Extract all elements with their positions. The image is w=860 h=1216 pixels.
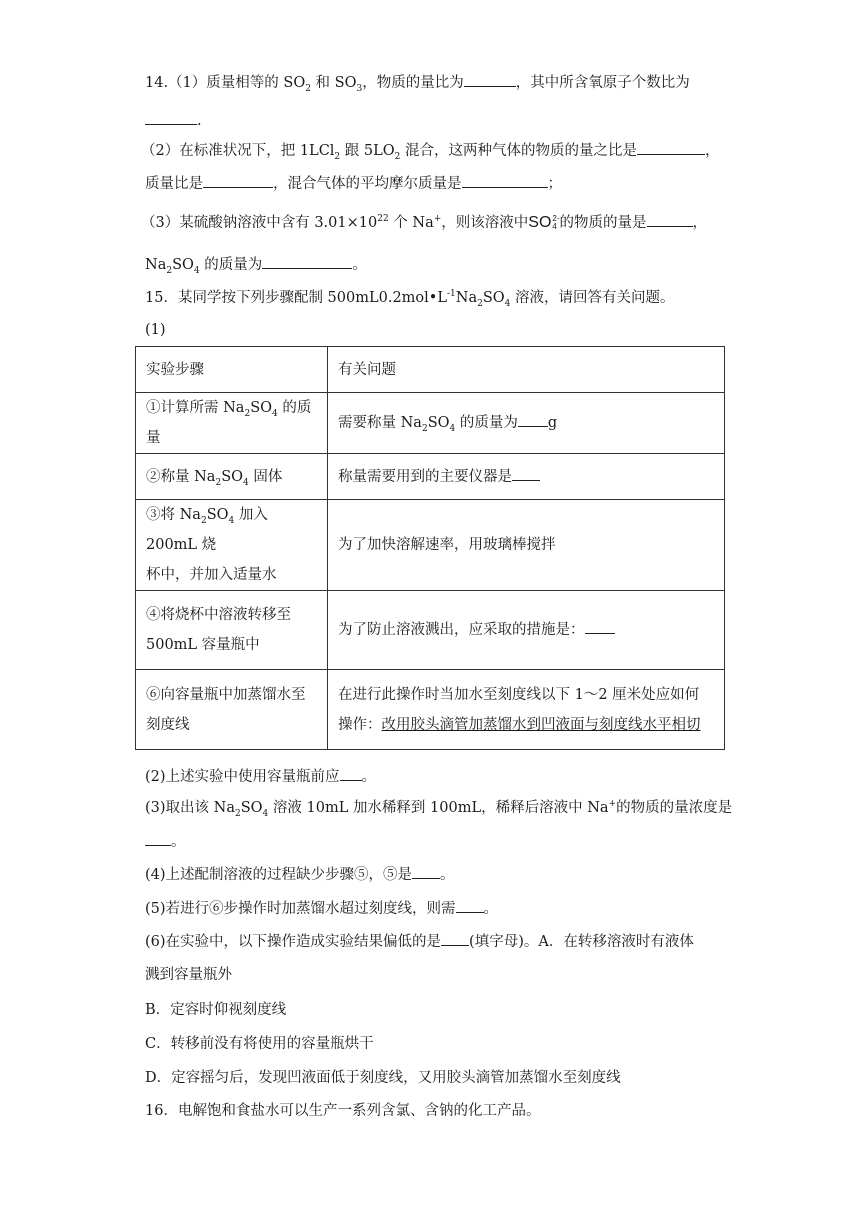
answer-blank[interactable] xyxy=(518,412,548,427)
option-c: C．转移前没有将使用的容量瓶烘干 xyxy=(145,1036,374,1052)
header-steps: 实验步骤 xyxy=(136,347,328,393)
q15-part1-label: (1) xyxy=(145,322,166,338)
q14-part2-line2: 质量比是 ，混合气体的平均摩尔质量是 ； xyxy=(145,173,562,194)
sulfate-ion-formula: SO2- 4 xyxy=(528,213,560,231)
q15-part6-line2: 溅到容量瓶外 xyxy=(145,967,232,983)
q15-part3-line2: 。 xyxy=(145,831,186,852)
q14-part3-line1: （3）某硫酸钠溶液中含有 $3.01\times 10^{22}$ 个 Na+，则该溶液中SO2- 4 的物质的量是 ， xyxy=(141,213,708,231)
q14-part1-line2: . xyxy=(145,110,202,131)
table-row: ③将 $Na_2SO_4$ 加入 200mL 烧 杯中，并加入适量水 为了加快溶解速率，用玻璃棒搅拌 xyxy=(136,500,725,591)
answer-blank[interactable] xyxy=(585,619,615,634)
q15-part6-line1: (6)在实验中，以下操作造成实验结果偏低的是 (填字母)。A．在转移溶液时有液体 xyxy=(145,931,694,952)
filled-answer: 改用胶头滴管加蒸馏水到凹液面与刻度线水平相切 xyxy=(381,716,701,733)
table-row: ⑥向容量瓶中加蒸馏水至 刻度线 在进行此操作时当加水至刻度线以下 1～2 厘米处应如何 操作：改用胶头滴管加蒸馏水到凹液面与刻度线水平相切 xyxy=(136,670,725,750)
answer-blank[interactable] xyxy=(512,466,540,481)
option-b: B．定容时仰视刻度线 xyxy=(145,1002,287,1018)
answer-blank[interactable] xyxy=(145,831,171,846)
q15-intro: 15．某同学按下列步骤配制 $500mL0.2mol•L^{-1}Na_2SO_4$ 溶液，请回答有关问题。 xyxy=(145,289,675,309)
q14-part2-line1: （2）在标准状况下，把 1LCl$_2$ 跟 $5LO_2$ 混合，这两种气体的物质的量之比是 ， xyxy=(141,140,719,161)
answer-blank[interactable] xyxy=(340,766,362,781)
q16-text: 16．电解饱和食盐水可以生产一系列含氯、含钠的化工产品。 xyxy=(145,1103,541,1119)
answer-blank[interactable] xyxy=(462,173,548,188)
answer-blank[interactable] xyxy=(637,140,705,155)
q15-part2: (2)上述实验中使用容量瓶前应 。 xyxy=(145,766,376,787)
answer-blank[interactable] xyxy=(145,110,197,125)
table-row: ①计算所需 $Na_2SO_4$ 的质量 需要称量 $Na_2SO_4$ 的质量为 g xyxy=(136,393,725,454)
answer-blank[interactable] xyxy=(456,898,484,913)
q15-part3-line1: (3)取出该 $Na_2SO_4$ 溶液 10mL 加水稀释到 100mL，稀释后溶液中 Na+的物质的量浓度是 xyxy=(145,799,733,819)
answer-blank[interactable] xyxy=(262,254,352,269)
answer-blank[interactable] xyxy=(647,212,693,227)
q15-part5: (5)若进行⑥步操作时加蒸馏水超过刻度线，则需 。 xyxy=(145,898,498,919)
q14-part3-line2: $Na_2SO_4$ 的质量为 。 xyxy=(145,254,367,275)
table-row: ②称量 $Na_2SO_4$ 固体 称量需要用到的主要仪器是 xyxy=(136,454,725,500)
q15-part4: (4)上述配制溶液的过程缺少步骤⑤，⑤是 。 xyxy=(145,864,455,885)
q14-part1-line1: 14.（1）质量相等的 $SO_2$ 和 $SO_3$，物质的量比为 ，其中所含氧原子个数比为 xyxy=(145,72,690,93)
answer-blank[interactable] xyxy=(441,931,469,946)
header-questions: 有关问题 xyxy=(328,347,725,393)
experiment-steps-table xyxy=(135,346,725,750)
answer-blank[interactable] xyxy=(203,173,273,188)
answer-blank[interactable] xyxy=(464,72,516,87)
answer-blank[interactable] xyxy=(412,864,440,879)
option-d: D．定容摇匀后，发现凹液面低于刻度线，又用胶头滴管加蒸馏水至刻度线 xyxy=(145,1070,621,1086)
table-header-row xyxy=(136,347,725,393)
table-row: ④将烧杯中溶液转移至 500mL 容量瓶中 为了防止溶液溅出，应采取的措施是： xyxy=(136,591,725,670)
